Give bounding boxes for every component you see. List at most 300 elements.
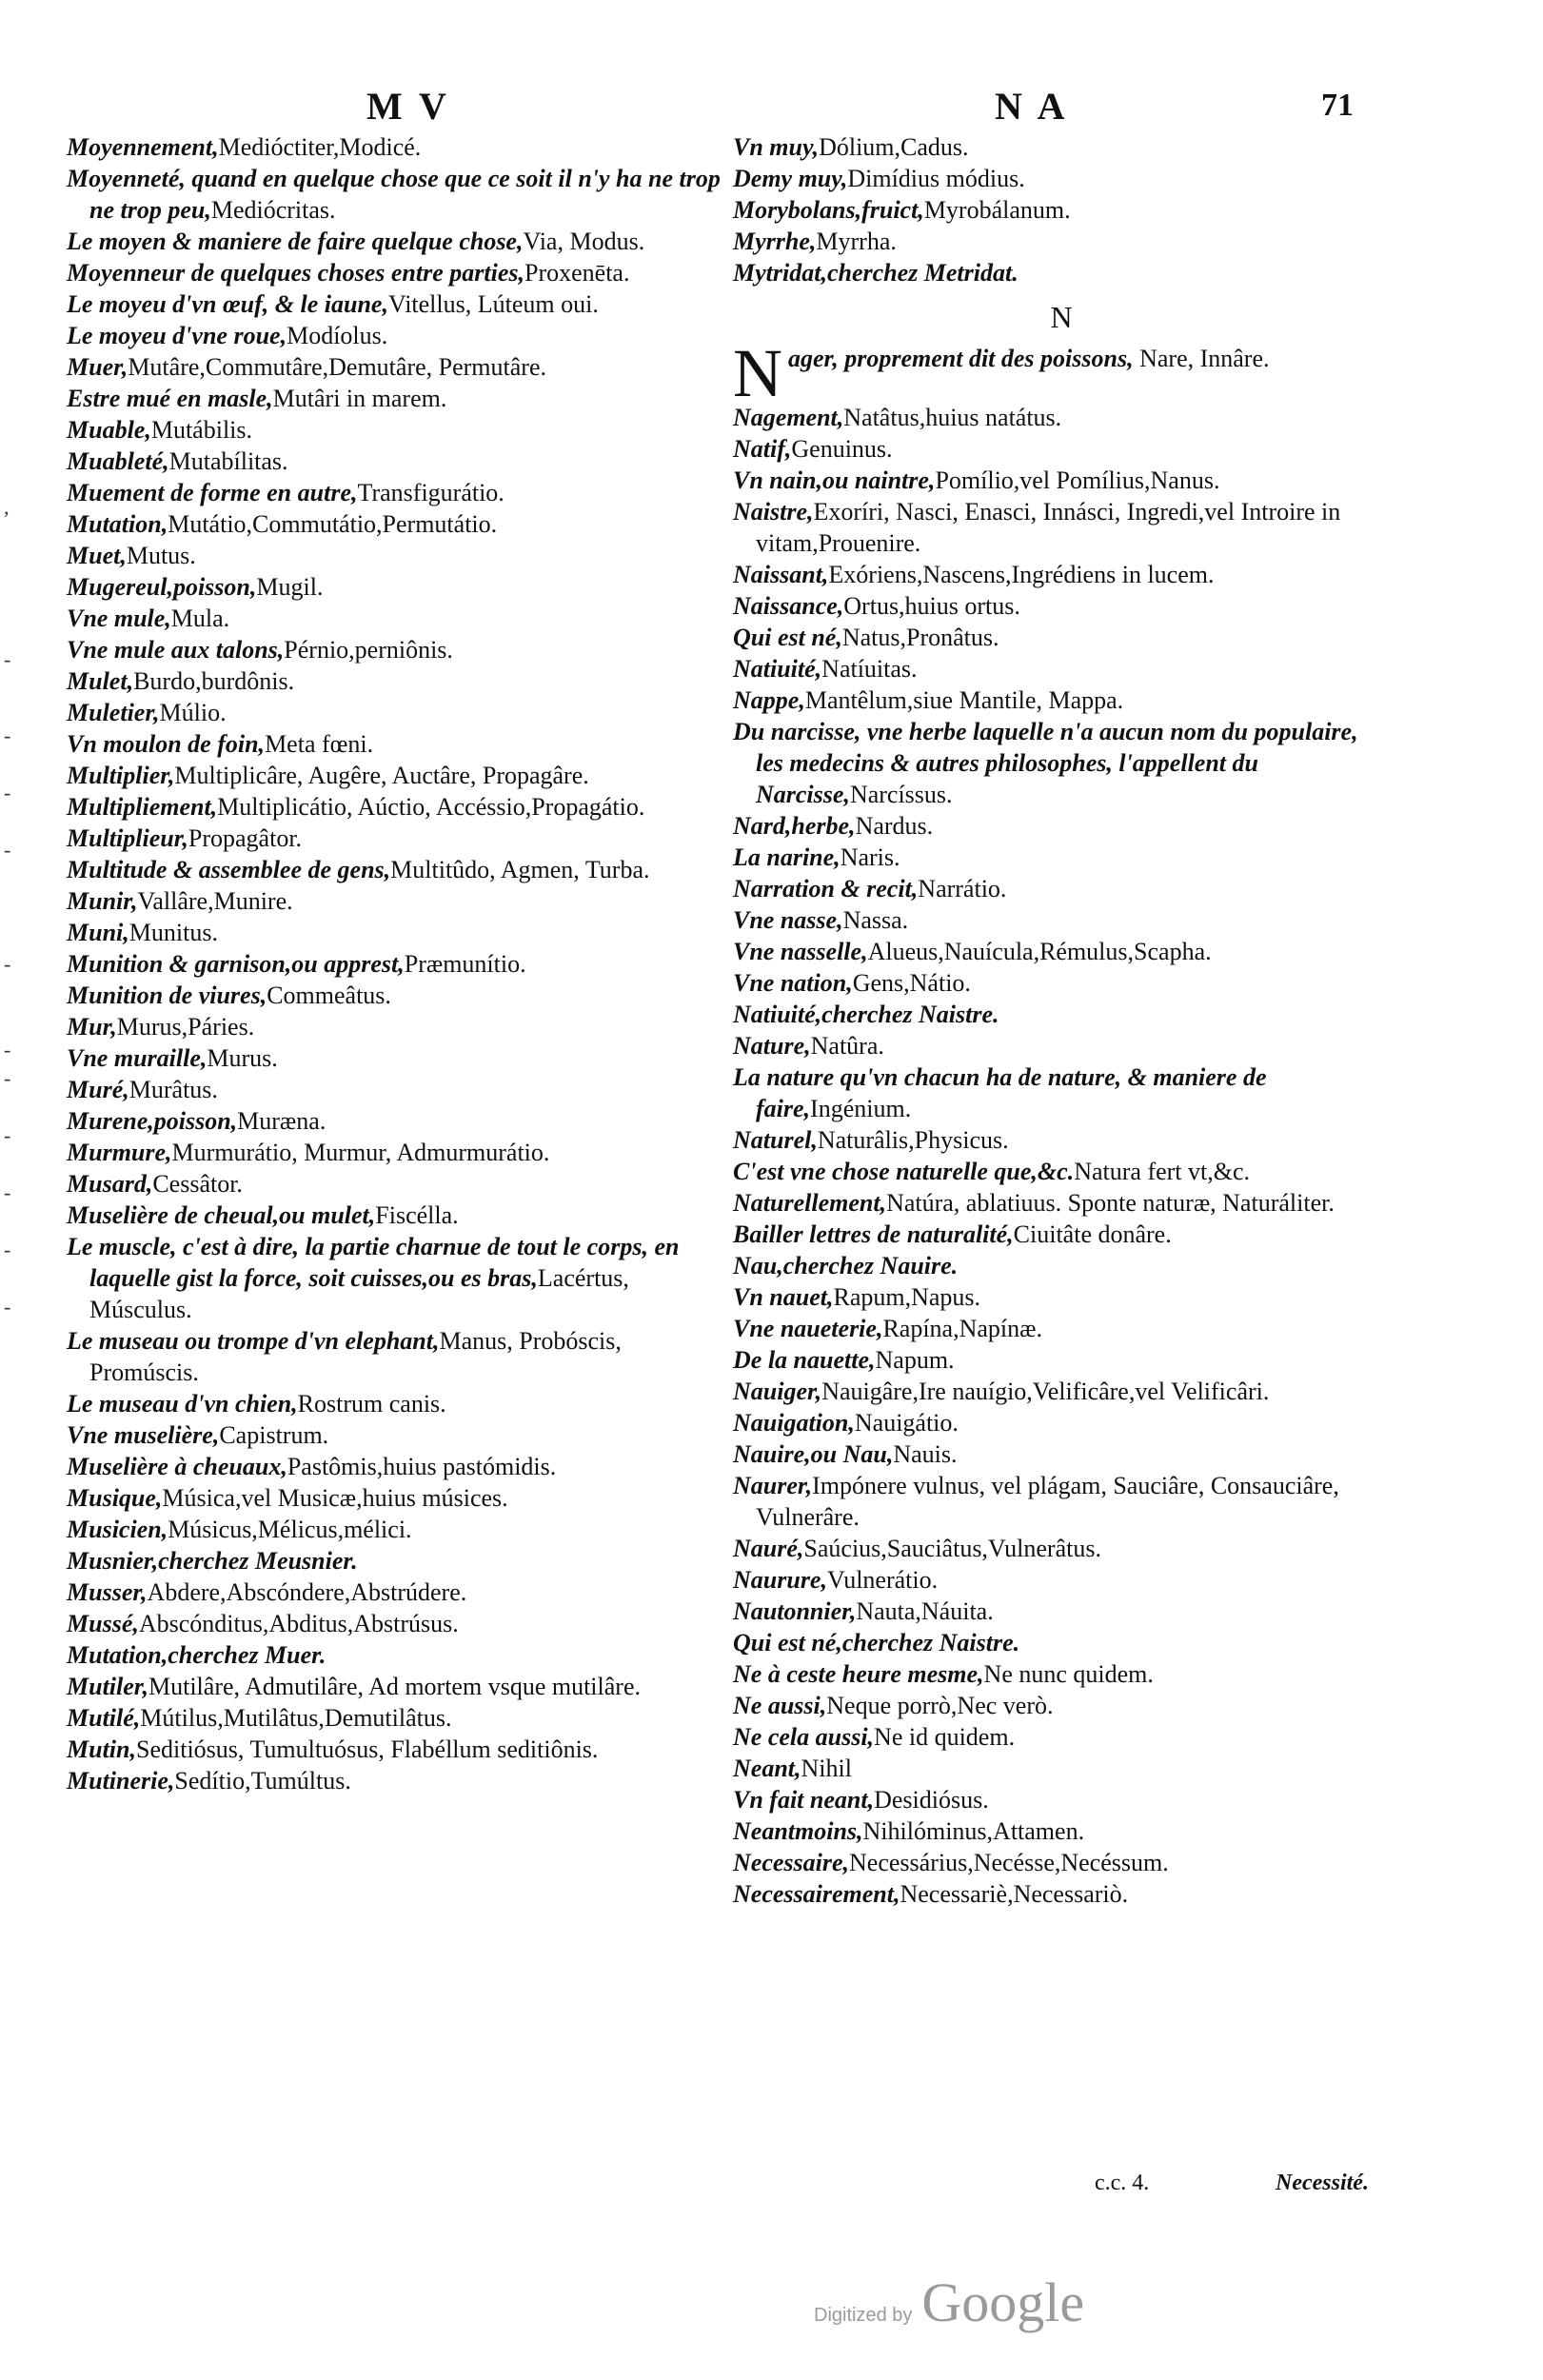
- entry-french: Muselière à cheuaux,: [67, 1453, 287, 1480]
- dictionary-entry: [67, 1200, 723, 1231]
- dictionary-entry: [733, 1596, 1390, 1627]
- entry-latin: Nauigâre,Ire nauígio,Velificâre,vel Velificâri.: [821, 1378, 1270, 1405]
- entry-french: Mytridat,cherchez Metridat.: [733, 259, 1019, 287]
- dictionary-entry: [733, 1156, 1390, 1187]
- entry-latin: Música,vel Musicæ,huius músices.: [162, 1484, 508, 1512]
- dictionary-entry: [67, 948, 723, 980]
- right-column: [733, 131, 1390, 1910]
- entry-latin: Seditiósus, Tumultuósus, Flabéllum seditiônis.: [136, 1735, 599, 1763]
- entry-latin: Mutus.: [126, 542, 196, 569]
- entry-french: Mulet,: [67, 667, 134, 695]
- dictionary-entry: [733, 1815, 1390, 1847]
- entry-french: Vne nasse,: [733, 906, 843, 934]
- entry-french: Neantmoins,: [733, 1817, 863, 1845]
- entry-latin: Mutâre,Commutâre,Demutâre, Permutâre.: [128, 353, 546, 381]
- entry-french: Mutinerie,: [67, 1767, 175, 1795]
- entry-french: Nauré,: [733, 1535, 804, 1562]
- entry-french: Natiuité,: [733, 655, 822, 683]
- dictionary-entry: [67, 351, 723, 383]
- entry-french: Musard,: [67, 1170, 153, 1198]
- entry-latin: Medióctiter,Modicé.: [218, 133, 422, 161]
- dictionary-entry: [67, 1231, 723, 1325]
- entry-latin: Naris.: [840, 843, 900, 871]
- entry-latin: Natúra, ablatiuus. Sponte naturæ, Naturáliter.: [886, 1189, 1335, 1217]
- dictionary-entry: [67, 163, 723, 226]
- entry-french: Necessaire,: [733, 1849, 850, 1876]
- dictionary-entry: [733, 257, 1390, 288]
- entry-french: Naissance,: [733, 592, 844, 620]
- dictionary-entry: [733, 810, 1390, 842]
- entry-french: De la nauette,: [733, 1346, 876, 1374]
- entry-french: Necessairement,: [733, 1880, 900, 1908]
- entry-latin: Proxenēta.: [524, 259, 630, 287]
- entry-latin: Genuinus.: [791, 435, 893, 463]
- entry-latin: Necessariè,Necessariò.: [900, 1880, 1129, 1908]
- entry-latin: Rapína,Napínæ.: [882, 1315, 1042, 1342]
- entry-latin: Narrátio.: [918, 875, 1007, 902]
- dictionary-entry: [67, 383, 723, 414]
- entry-latin: Vitellus, Lúteum oui.: [387, 290, 599, 318]
- entry-french: Mutiler,: [67, 1673, 148, 1700]
- entry-french: Muselière de cheual,ou mulet,: [67, 1201, 376, 1229]
- entry-latin: Exoríri, Nasci, Enasci, Innásci, Ingredi,vel Introire in vitam,Prouenire.: [756, 498, 1341, 557]
- dictionary-entry: [733, 402, 1390, 433]
- drop-cap: N: [733, 335, 782, 411]
- entry-french: Myrrhe,: [733, 228, 817, 255]
- entry-latin: Saúcius,Sauciâtus,Vulnerâtus.: [803, 1535, 1101, 1562]
- dictionary-entry: [67, 1671, 723, 1702]
- entry-french: Qui est né,cherchez Naistre.: [733, 1629, 1020, 1656]
- entry-french: Musique,: [67, 1484, 163, 1512]
- entry-french: Multipliement,: [67, 793, 218, 821]
- dictionary-entry: [733, 1753, 1390, 1784]
- entry-latin: Natíuitas.: [821, 655, 918, 683]
- page-edge-marks: , - - - - - - - - - - -: [4, 495, 11, 1319]
- entry-french: La narine,: [733, 843, 841, 871]
- dictionary-entry: [67, 1482, 723, 1514]
- dictionary-entry: [733, 1438, 1390, 1470]
- dictionary-entry: [67, 791, 723, 823]
- running-header-right: N A: [995, 85, 1069, 128]
- entry-latin: Vulnerátio.: [826, 1566, 939, 1594]
- entry-french: ager, proprement dit des poissons,: [788, 345, 1134, 372]
- entry-latin: Ne id quidem.: [874, 1723, 1016, 1751]
- entry-latin: Ne nunc quidem.: [983, 1660, 1154, 1688]
- entry-french: Qui est né,: [733, 624, 842, 651]
- dictionary-entry: [67, 917, 723, 948]
- entry-latin: Meta fœni.: [265, 730, 374, 758]
- entry-latin: Dólium,Cadus.: [819, 133, 969, 161]
- entry-french: Natiuité,cherchez Naistre.: [733, 1001, 999, 1028]
- left-column: [67, 131, 723, 1796]
- entry-latin: Natura fert vt,&c.: [1074, 1158, 1251, 1185]
- dictionary-entry: [733, 465, 1390, 496]
- dictionary-entry: [67, 603, 723, 634]
- entry-french: Estre mué en masle,: [67, 385, 273, 412]
- entry-latin: Napum.: [875, 1346, 955, 1374]
- right-column-entries: [733, 402, 1390, 1910]
- entry-latin: Exóriens,Nascens,Ingrédiens in lucem.: [828, 561, 1215, 588]
- dictionary-entry: [67, 728, 723, 760]
- entry-french: Moyenneur de quelques choses entre parties,: [67, 259, 524, 287]
- entry-latin: Naturâlis,Physicus.: [817, 1126, 1009, 1154]
- dictionary-entry: [67, 257, 723, 288]
- entry-latin: Munitus.: [129, 919, 218, 946]
- entry-french: Vn nauet,: [733, 1283, 834, 1311]
- dictionary-entry: [733, 1533, 1390, 1564]
- entry-latin: Manus, Probóscis, Promúscis.: [89, 1327, 622, 1386]
- dictionary-entry: [733, 684, 1390, 716]
- entry-french: Vn muy,: [733, 133, 820, 161]
- entry-french: Le moyeu d'vn œuf, & le iaune,: [67, 290, 388, 318]
- dictionary-entry: [733, 1407, 1390, 1438]
- dictionary-entry: [67, 1608, 723, 1639]
- entry-latin: Multitûdo, Agmen, Turba.: [390, 856, 650, 883]
- entry-latin: Nauis.: [893, 1440, 958, 1468]
- entry-french: Naissant,: [733, 561, 829, 588]
- entry-latin: Nassa.: [842, 906, 909, 934]
- dictionary-entry: [67, 414, 723, 446]
- entry-latin: Mutabílitas.: [168, 447, 288, 475]
- entry-french: Mutation,: [67, 510, 168, 538]
- entry-latin: Desidiósus.: [874, 1786, 989, 1814]
- entry-french: Munition & garnison,ou apprest,: [67, 950, 405, 978]
- entry-latin: Músicus,Mélicus,mélici.: [168, 1516, 412, 1543]
- dictionary-entry: [67, 1577, 723, 1608]
- dictionary-entry: [733, 226, 1390, 257]
- entry-french: Nau,cherchez Nauire.: [733, 1252, 959, 1279]
- dictionary-entry: [733, 1721, 1390, 1753]
- entry-french: Multitude & assemblee de gens,: [67, 856, 391, 883]
- entry-french: Mutin,: [67, 1735, 136, 1763]
- dictionary-entry: [67, 1639, 723, 1671]
- dictionary-entry: [67, 571, 723, 603]
- page-number: 71: [1321, 88, 1354, 123]
- dictionary-entry: [67, 1765, 723, 1796]
- section-letter: N: [1050, 300, 1073, 334]
- entry-latin: Natûra.: [810, 1032, 884, 1060]
- dictionary-entry: [733, 1313, 1390, 1344]
- entry-french: Le muscle, c'est à dire, la partie charnue de tout le corps, en laquelle gist la force, soit cuisses,ou es bras,: [67, 1233, 680, 1292]
- entry-latin: Nardus.: [855, 812, 934, 840]
- entry-latin: Transfigurátio.: [357, 479, 504, 506]
- dictionary-entry: [67, 508, 723, 540]
- entry-french: Narration & recit,: [733, 875, 919, 902]
- drop-cap-entry: [733, 335, 1390, 411]
- dictionary-entry: [733, 559, 1390, 590]
- entry-french: Vn fait neant,: [733, 1786, 875, 1814]
- entry-french: Nard,herbe,: [733, 812, 856, 840]
- entry-french: Muement de forme en autre,: [67, 479, 358, 506]
- entry-french: Vn moulon de foin,: [67, 730, 266, 758]
- entry-french: Demy muy,: [733, 165, 848, 192]
- entry-french: Mutation,cherchez Muer.: [67, 1641, 326, 1669]
- entry-latin: Ingénium.: [810, 1095, 912, 1122]
- entry-latin: Nihilóminus,Attamen.: [862, 1817, 1085, 1845]
- dictionary-entry: [67, 980, 723, 1011]
- entry-latin: Murmurátio, Murmur, Admurmurátio.: [171, 1139, 550, 1166]
- entry-french: Nature,: [733, 1032, 811, 1060]
- dictionary-entry: [733, 1847, 1390, 1878]
- entry-french: Musnier,cherchez Meusnier.: [67, 1547, 358, 1575]
- dictionary-entry: [733, 1030, 1390, 1061]
- dictionary-entry: [733, 1878, 1390, 1910]
- entry-french: Multiplieur,: [67, 824, 188, 852]
- dictionary-entry: [733, 433, 1390, 465]
- dictionary-entry: [733, 1658, 1390, 1690]
- entry-french: Mutilé,: [67, 1704, 141, 1732]
- entry-french: Naistre,: [733, 498, 814, 526]
- entry-french: C'est vne chose naturelle que,&c.: [733, 1158, 1075, 1185]
- entry-french: Mussé,: [67, 1610, 139, 1637]
- dictionary-entry: [733, 1344, 1390, 1376]
- dictionary-entry: [733, 496, 1390, 559]
- entry-latin: Myrrha.: [816, 228, 897, 255]
- entry-latin: Nauigátio.: [854, 1409, 959, 1437]
- entry-latin: Muræna.: [237, 1107, 326, 1135]
- dictionary-entry: [733, 1784, 1390, 1815]
- entry-latin: Rostrum canis.: [297, 1390, 446, 1418]
- dictionary-entry: [67, 1105, 723, 1137]
- entry-latin: Múlio.: [159, 699, 227, 726]
- entry-latin: Multiplicâre, Augêre, Auctâre, Propagâre.: [174, 762, 589, 789]
- dictionary-entry: [733, 999, 1390, 1030]
- entry-latin: Dimídius módius.: [847, 165, 1025, 192]
- entry-latin: Mutábilis.: [150, 416, 253, 444]
- dictionary-entry: [733, 1627, 1390, 1658]
- dictionary-entry: [67, 760, 723, 791]
- dictionary-entry: [733, 1690, 1390, 1721]
- entry-french: Vne nation,: [733, 969, 853, 997]
- dictionary-entry: [733, 1187, 1390, 1219]
- right-column-top-entries: [733, 131, 1390, 288]
- entry-latin: Mutâri in marem.: [272, 385, 447, 412]
- entry-french: Multiplier,: [67, 762, 175, 789]
- entry-french: Le museau d'vn chien,: [67, 1390, 298, 1418]
- entry-french: Nagement,: [733, 404, 844, 431]
- dictionary-entry: [67, 226, 723, 257]
- entry-french: Naturellement,: [733, 1189, 887, 1217]
- dictionary-entry: [67, 1514, 723, 1545]
- entry-latin: Abdere,Abscóndere,Abstrúdere.: [147, 1578, 467, 1606]
- dictionary-entry: [67, 1388, 723, 1419]
- entry-french: Ne aussi,: [733, 1692, 827, 1719]
- entry-latin: Mutátio,Commutátio,Permutátio.: [168, 510, 498, 538]
- entry-french: Murene,poisson,: [67, 1107, 238, 1135]
- dictionary-entry: [733, 936, 1390, 967]
- entry-latin: Gens,Nátio.: [852, 969, 971, 997]
- entry-latin: Murus.: [207, 1044, 278, 1072]
- dictionary-entry: [67, 665, 723, 697]
- dictionary-entry: [67, 446, 723, 477]
- entry-french: Moyennement,: [67, 133, 219, 161]
- dictionary-entry: [733, 1564, 1390, 1596]
- dictionary-entry: [733, 131, 1390, 163]
- entry-french: Muable,: [67, 416, 151, 444]
- entry-latin: Murus,Páries.: [116, 1013, 255, 1041]
- dictionary-entry: [733, 1219, 1390, 1250]
- dictionary-entry: [733, 590, 1390, 622]
- entry-latin: Alueus,Nauícula,Rémulus,Scapha.: [867, 938, 1212, 965]
- entry-latin: Pastômis,huius pastómidis.: [287, 1453, 557, 1480]
- dictionary-entry: [67, 1451, 723, 1482]
- dictionary-entry: [67, 823, 723, 854]
- entry-french: Vne mule,: [67, 605, 171, 632]
- entry-french: Mugereul,poisson,: [67, 573, 257, 601]
- entry-french: Morybolans,fruict,: [733, 196, 924, 224]
- entry-french: Nauire,ou Nau,: [733, 1440, 894, 1468]
- entry-latin: Mediócritas.: [210, 196, 336, 224]
- dictionary-entry: [67, 854, 723, 885]
- entry-french: Ne à ceste heure mesme,: [733, 1660, 984, 1688]
- dictionary-entry: [67, 477, 723, 508]
- entry-french: Muer,: [67, 353, 129, 381]
- dictionary-entry: [67, 1011, 723, 1042]
- dictionary-entry: [67, 1137, 723, 1168]
- dictionary-entry: [733, 1124, 1390, 1156]
- dictionary-entry: [733, 1250, 1390, 1281]
- dictionary-entry: [733, 163, 1390, 194]
- dictionary-entry: [733, 716, 1390, 810]
- entry-latin: Mutilâre, Admutilâre, Ad mortem vsque mutilâre.: [148, 1673, 641, 1700]
- entry-french: Murmure,: [67, 1139, 172, 1166]
- entry-french: Vne muselière,: [67, 1421, 220, 1449]
- dictionary-entry: [67, 1419, 723, 1451]
- dictionary-entry: [67, 634, 723, 665]
- entry-french: Muletier,: [67, 699, 160, 726]
- entry-french: Ne cela aussi,: [733, 1723, 875, 1751]
- entry-french: Munition de viures,: [67, 982, 267, 1009]
- digitized-watermark: [814, 2271, 1084, 2334]
- dictionary-entry: [733, 1061, 1390, 1124]
- entry-latin: Ciuitâte donâre.: [1013, 1220, 1172, 1248]
- entry-latin: Cessâtor.: [152, 1170, 243, 1198]
- entry-latin: Lacértus, Músculus.: [89, 1264, 629, 1323]
- dictionary-entry: [733, 1281, 1390, 1313]
- entry-french: Musser,: [67, 1578, 148, 1606]
- entry-french: Du narcisse, vne herbe laquelle n'a aucun nom du populaire, les medecins & autres philosophes, l'appellent du Narcisse,: [733, 718, 1358, 808]
- entry-latin: Natus,Pronâtus.: [841, 624, 999, 651]
- entry-french: Nauigation,: [733, 1409, 855, 1437]
- dictionary-entry: [733, 904, 1390, 936]
- entry-latin: Narcíssus.: [849, 781, 953, 808]
- entry-french: Musicien,: [67, 1516, 168, 1543]
- entry-french: Munir,: [67, 887, 138, 915]
- entry-french: Moyenneté, quand en quelque chose que ce soit il n'y ha ne trop ne trop peu,: [67, 165, 721, 224]
- entry-latin: Impónere vulnus, vel plágam, Sauciâre, Consauciâre, Vulnerâre.: [756, 1472, 1339, 1531]
- entry-french: Neant,: [733, 1755, 801, 1782]
- dictionary-entry: [67, 1702, 723, 1734]
- entry-french: Le moyeu d'vne roue,: [67, 322, 287, 349]
- entry-latin: Neque porrò,Nec verò.: [826, 1692, 1054, 1719]
- dictionary-entry: [733, 1470, 1390, 1533]
- entry-latin: Modíolus.: [287, 322, 388, 349]
- entry-latin: Necessárius,Necésse,Necéssum.: [849, 1849, 1169, 1876]
- entry-french: La nature qu'vn chacun ha de nature, & maniere de faire,: [733, 1063, 1267, 1122]
- entry-latin: Rapum,Napus.: [833, 1283, 981, 1311]
- entry-latin: Commeâtus.: [267, 982, 391, 1009]
- entry-latin: Capistrum.: [219, 1421, 329, 1449]
- dictionary-entry: [67, 1734, 723, 1765]
- entry-french: Vne naueterie,: [733, 1315, 883, 1342]
- dictionary-entry: [67, 1042, 723, 1074]
- entry-french: Nauiger,: [733, 1378, 822, 1405]
- catchword: Necessité.: [1276, 2171, 1369, 2195]
- dictionary-entry: [67, 1545, 723, 1577]
- entry-latin: Murâtus.: [129, 1076, 218, 1103]
- entry-french: Muré,: [67, 1076, 129, 1103]
- entry-latin: Præmunítio.: [404, 950, 526, 978]
- entry-latin: Nauta,Náuita.: [856, 1597, 994, 1625]
- entry-french: Nappe,: [733, 686, 805, 714]
- entry-latin: Myrobálanum.: [923, 196, 1071, 224]
- entry-latin: Multiplicátio, Aúctio, Accéssio,Propagátio.: [217, 793, 645, 821]
- entry-french: Muet,: [67, 542, 127, 569]
- entry-latin: Via, Modus.: [523, 228, 645, 255]
- entry-french: Muni,: [67, 919, 129, 946]
- entry-french: Vn nain,ou naintre,: [733, 466, 936, 494]
- dictionary-entry: [67, 885, 723, 917]
- entry-latin: Burdo,burdônis.: [133, 667, 295, 695]
- dictionary-entry: [733, 842, 1390, 873]
- entry-latin: Mula.: [170, 605, 230, 632]
- entry-latin: Natâtus,huius natátus.: [843, 404, 1062, 431]
- entry-latin: Pérnio,perniônis.: [284, 636, 453, 664]
- entry-french: Muableté,: [67, 447, 169, 475]
- entry-french: Mur,: [67, 1013, 117, 1041]
- google-logo: Google: [921, 2271, 1085, 2333]
- entry-french: Naurure,: [733, 1566, 827, 1594]
- entry-french: Vne mule aux talons,: [67, 636, 285, 664]
- entry-latin: Ortus,huius ortus.: [843, 592, 1020, 620]
- dictionary-entry: [733, 1376, 1390, 1407]
- entry-latin: Mútilus,Mutilâtus,Demutilâtus.: [140, 1704, 452, 1732]
- dictionary-entry: [67, 131, 723, 163]
- dictionary-entry: [67, 1074, 723, 1105]
- entry-latin: Nare, Innâre.: [1139, 345, 1270, 372]
- entry-french: Vne muraille,: [67, 1044, 208, 1072]
- entry-latin: Abscónditus,Abditus,Abstrúsus.: [138, 1610, 459, 1637]
- entry-latin: Sedítio,Tumúltus.: [174, 1767, 351, 1795]
- dictionary-entry: [67, 288, 723, 320]
- signature-mark: c.c. 4.: [1095, 2171, 1150, 2195]
- watermark-small-text: Digitized by: [814, 2305, 913, 2326]
- dictionary-entry: [67, 1325, 723, 1388]
- entry-french: Naturel,: [733, 1126, 818, 1154]
- entry-french: Natif,: [733, 435, 792, 463]
- dictionary-entry: [733, 967, 1390, 999]
- dictionary-entry: [733, 194, 1390, 226]
- entry-latin: Pomílio,vel Pomílius,Nanus.: [935, 466, 1220, 494]
- entry-french: Vne nasselle,: [733, 938, 868, 965]
- dictionary-entry: [67, 320, 723, 351]
- dictionary-entry: [733, 873, 1390, 904]
- dictionary-entry: [733, 653, 1390, 684]
- entry-french: Le moyen & maniere de faire quelque chose,: [67, 228, 524, 255]
- dictionary-entry: [67, 540, 723, 571]
- entry-latin: Nihil: [801, 1755, 852, 1782]
- dictionary-entry: [67, 1168, 723, 1200]
- entry-latin: Fiscélla.: [375, 1201, 459, 1229]
- dictionary-entry: [733, 622, 1390, 653]
- entry-latin: Vallâre,Munire.: [137, 887, 293, 915]
- entry-french: Bailler lettres de naturalité,: [733, 1220, 1014, 1248]
- entry-latin: Mugil.: [256, 573, 324, 601]
- dictionary-entry: [67, 697, 723, 728]
- entry-french: Nautonnier,: [733, 1597, 857, 1625]
- entry-french: Naurer,: [733, 1472, 813, 1499]
- entry-latin: Propagâtor.: [188, 824, 303, 852]
